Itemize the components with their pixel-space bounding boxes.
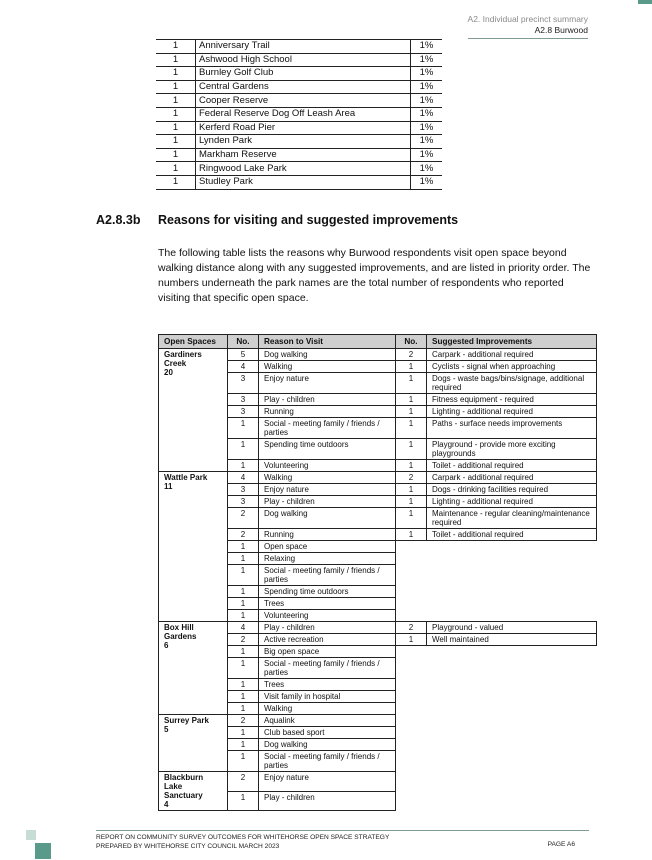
header-reason: Reason to Visit: [259, 335, 396, 349]
reasons-table: [158, 334, 597, 811]
row-count: 1: [156, 175, 196, 189]
reason-count: 1: [228, 703, 259, 715]
page-footer: [96, 830, 589, 851]
reason-text: Social - meeting family / friends / parties: [259, 658, 396, 679]
row-percent: 1%: [411, 148, 443, 162]
improvement-count: 2: [396, 349, 427, 361]
empty-cell: [396, 565, 427, 586]
reason-text: Spending time outdoors: [259, 586, 396, 598]
footer-line-1: REPORT ON COMMUNITY SURVEY OUTCOMES FOR WHITEHORSE OPEN SPACE STRATEGY: [96, 834, 390, 841]
empty-cell: [396, 553, 427, 565]
reason-count: 1: [228, 691, 259, 703]
header-no: No.: [228, 335, 259, 349]
reason-count: 1: [228, 751, 259, 772]
improvement-text: Paths - surface needs improvements: [427, 418, 597, 439]
corner-accent: [638, 0, 652, 4]
reason-text: Social - meeting family / friends / parties: [259, 418, 396, 439]
empty-cell: [427, 658, 597, 679]
reason-count: 1: [228, 565, 259, 586]
table-row: [159, 622, 597, 634]
top-parks-table: [156, 39, 442, 190]
row-count: 1: [156, 162, 196, 176]
improvement-text: Toilet - additional required: [427, 529, 597, 541]
reason-text: Walking: [259, 703, 396, 715]
empty-cell: [396, 646, 427, 658]
reason-count: 1: [228, 727, 259, 739]
empty-cell: [396, 703, 427, 715]
header-section: A2.8 Burwood: [468, 25, 588, 39]
header-improvements: Suggested Improvements: [427, 335, 597, 349]
improvement-text: Carpark - additional required: [427, 349, 597, 361]
empty-cell: [396, 739, 427, 751]
reason-count: 4: [228, 361, 259, 373]
empty-cell: [427, 751, 597, 772]
improvement-text: Toilet - additional required: [427, 460, 597, 472]
reason-count: 1: [228, 679, 259, 691]
empty-cell: [427, 772, 597, 792]
table-row: [156, 53, 442, 67]
header-open-spaces: Open Spaces: [159, 335, 228, 349]
reason-text: Play - children: [259, 622, 396, 634]
reason-text: Big open space: [259, 646, 396, 658]
reason-count: 4: [228, 622, 259, 634]
table-row: [159, 715, 597, 727]
section-title: Reasons for visiting and suggested improvements: [158, 213, 459, 227]
row-count: 1: [156, 67, 196, 81]
empty-cell: [396, 679, 427, 691]
reason-text: Dog walking: [259, 349, 396, 361]
improvement-count: 1: [396, 460, 427, 472]
empty-cell: [396, 598, 427, 610]
improvement-count: 1: [396, 496, 427, 508]
empty-cell: [427, 739, 597, 751]
row-park-name: Ashwood High School: [196, 53, 411, 67]
empty-cell: [396, 751, 427, 772]
section-paragraph: The following table lists the reasons why Burwood respondents visit open space beyond walking distance along with any suggested improvements, and are listed in priority order. The numbers underneath the park names are the total number of respondents who reported visiting that specific open space.: [158, 247, 591, 304]
section-number: A2.8.3b: [96, 213, 141, 227]
improvement-text: Maintenance - regular cleaning/maintenance required: [427, 508, 597, 529]
row-park-name: Anniversary Trail: [196, 40, 411, 54]
table-row: [156, 40, 442, 54]
row-park-name: Central Gardens: [196, 80, 411, 94]
row-count: 1: [156, 121, 196, 135]
empty-cell: [427, 727, 597, 739]
page-number: PAGE A6: [547, 841, 575, 848]
header-chapter: A2. Individual precinct summary: [467, 14, 588, 24]
improvement-count: 1: [396, 439, 427, 460]
empty-cell: [396, 691, 427, 703]
reason-text: Running: [259, 406, 396, 418]
open-space-name: Wattle Park 11: [159, 472, 228, 622]
row-park-name: Burnley Golf Club: [196, 67, 411, 81]
improvement-text: Dogs - waste bags/bins/signage, additional required: [427, 373, 597, 394]
reason-count: 1: [228, 598, 259, 610]
improvement-count: 1: [396, 634, 427, 646]
reason-count: 4: [228, 472, 259, 484]
reason-text: Trees: [259, 679, 396, 691]
reason-count: 3: [228, 496, 259, 508]
reason-text: Enjoy nature: [259, 484, 396, 496]
empty-cell: [396, 610, 427, 622]
table-row: [156, 67, 442, 81]
table-row: [156, 107, 442, 121]
reason-count: 1: [228, 658, 259, 679]
improvement-text: Lighting - additional required: [427, 496, 597, 508]
improvement-text: Well maintained: [427, 634, 597, 646]
row-count: 1: [156, 80, 196, 94]
decor-square-dark: [35, 843, 51, 859]
row-percent: 1%: [411, 94, 443, 108]
row-park-name: Ringwood Lake Park: [196, 162, 411, 176]
empty-cell: [427, 541, 597, 553]
reasons-table-header: [159, 335, 597, 349]
row-count: 1: [156, 135, 196, 149]
row-percent: 1%: [411, 121, 443, 135]
improvement-count: 2: [396, 472, 427, 484]
reason-text: Walking: [259, 472, 396, 484]
reason-count: 2: [228, 715, 259, 727]
reason-text: Active recreation: [259, 634, 396, 646]
reason-count: 2: [228, 634, 259, 646]
reason-count: 1: [228, 439, 259, 460]
reason-text: Social - meeting family / friends / parties: [259, 751, 396, 772]
improvement-count: 1: [396, 484, 427, 496]
reason-count: 3: [228, 373, 259, 394]
table-row: [156, 148, 442, 162]
reason-text: Spending time outdoors: [259, 439, 396, 460]
improvement-text: Playground - valued: [427, 622, 597, 634]
row-percent: 1%: [411, 135, 443, 149]
reason-text: Visit family in hospital: [259, 691, 396, 703]
reason-text: Dog walking: [259, 508, 396, 529]
improvement-count: 1: [396, 418, 427, 439]
improvement-count: 1: [396, 373, 427, 394]
row-park-name: Kerferd Road Pier: [196, 121, 411, 135]
reason-text: Walking: [259, 361, 396, 373]
reason-text: Enjoy nature: [259, 373, 396, 394]
row-count: 1: [156, 53, 196, 67]
improvement-text: Playground - provide more exciting playgrounds: [427, 439, 597, 460]
reason-text: Dog walking: [259, 739, 396, 751]
improvement-count: 1: [396, 361, 427, 373]
empty-cell: [427, 791, 597, 811]
table-row: [156, 135, 442, 149]
table-row: [156, 80, 442, 94]
table-row: [156, 162, 442, 176]
reason-count: 3: [228, 394, 259, 406]
empty-cell: [427, 646, 597, 658]
reason-text: Enjoy nature: [259, 772, 396, 792]
table-row: [159, 349, 597, 361]
reason-text: Open space: [259, 541, 396, 553]
empty-cell: [427, 679, 597, 691]
running-header: [468, 14, 588, 39]
header-no-2: No.: [396, 335, 427, 349]
row-park-name: Federal Reserve Dog Off Leash Area: [196, 107, 411, 121]
reason-count: 1: [228, 646, 259, 658]
empty-cell: [427, 610, 597, 622]
reason-text: Running: [259, 529, 396, 541]
empty-cell: [427, 703, 597, 715]
improvement-text: Dogs - drinking facilities required: [427, 484, 597, 496]
row-percent: 1%: [411, 107, 443, 121]
row-percent: 1%: [411, 40, 443, 54]
reason-count: 1: [228, 586, 259, 598]
row-percent: 1%: [411, 80, 443, 94]
reason-count: 1: [228, 739, 259, 751]
row-count: 1: [156, 107, 196, 121]
empty-cell: [427, 715, 597, 727]
reason-count: 2: [228, 508, 259, 529]
improvement-text: Cyclists - signal when approaching: [427, 361, 597, 373]
reason-count: 3: [228, 406, 259, 418]
reason-count: 5: [228, 349, 259, 361]
reason-text: Aqualink: [259, 715, 396, 727]
reason-count: 3: [228, 484, 259, 496]
row-percent: 1%: [411, 162, 443, 176]
open-space-name: Surrey Park 5: [159, 715, 228, 772]
open-space-name: Box Hill Gardens 6: [159, 622, 228, 715]
reason-count: 1: [228, 553, 259, 565]
reason-text: Play - children: [259, 791, 396, 811]
row-park-name: Studley Park: [196, 175, 411, 189]
reason-text: Play - children: [259, 496, 396, 508]
improvement-count: 1: [396, 508, 427, 529]
empty-cell: [396, 586, 427, 598]
improvement-text: Lighting - additional required: [427, 406, 597, 418]
reason-count: 1: [228, 791, 259, 811]
empty-cell: [396, 772, 427, 792]
reason-text: Trees: [259, 598, 396, 610]
row-park-name: Markham Reserve: [196, 148, 411, 162]
reason-text: Social - meeting family / friends / parties: [259, 565, 396, 586]
reason-count: 1: [228, 460, 259, 472]
table-row: [156, 175, 442, 189]
improvement-count: 1: [396, 406, 427, 418]
empty-cell: [427, 586, 597, 598]
table-row: [159, 472, 597, 484]
improvement-count: 1: [396, 394, 427, 406]
empty-cell: [427, 553, 597, 565]
reason-text: Volunteering: [259, 610, 396, 622]
decor-square-light: [26, 830, 36, 840]
empty-cell: [396, 715, 427, 727]
reason-text: Relaxing: [259, 553, 396, 565]
reason-text: Club based sport: [259, 727, 396, 739]
row-park-name: Cooper Reserve: [196, 94, 411, 108]
reason-count: 1: [228, 541, 259, 553]
empty-cell: [396, 727, 427, 739]
open-space-name: Blackburn Lake Sanctuary 4: [159, 772, 228, 811]
improvement-count: 2: [396, 622, 427, 634]
reason-count: 1: [228, 610, 259, 622]
reason-count: 2: [228, 772, 259, 792]
empty-cell: [427, 565, 597, 586]
row-park-name: Lynden Park: [196, 135, 411, 149]
improvement-text: Fitness equipment - required: [427, 394, 597, 406]
row-count: 1: [156, 40, 196, 54]
reason-text: Play - children: [259, 394, 396, 406]
improvement-text: Carpark - additional required: [427, 472, 597, 484]
table-row: [159, 772, 597, 792]
row-percent: 1%: [411, 67, 443, 81]
improvement-count: 1: [396, 529, 427, 541]
reason-text: Volunteering: [259, 460, 396, 472]
table-row: [156, 121, 442, 135]
reason-count: 2: [228, 529, 259, 541]
row-percent: 1%: [411, 53, 443, 67]
empty-cell: [427, 598, 597, 610]
empty-cell: [427, 691, 597, 703]
table-row: [156, 94, 442, 108]
row-count: 1: [156, 148, 196, 162]
empty-cell: [396, 791, 427, 811]
empty-cell: [396, 541, 427, 553]
empty-cell: [396, 658, 427, 679]
row-count: 1: [156, 94, 196, 108]
footer-line-2: PREPARED BY WHITEHORSE CITY COUNCIL MARCH 2023: [96, 842, 280, 850]
open-space-name: Gardiners Creek 20: [159, 349, 228, 472]
reason-count: 1: [228, 418, 259, 439]
row-percent: 1%: [411, 175, 443, 189]
